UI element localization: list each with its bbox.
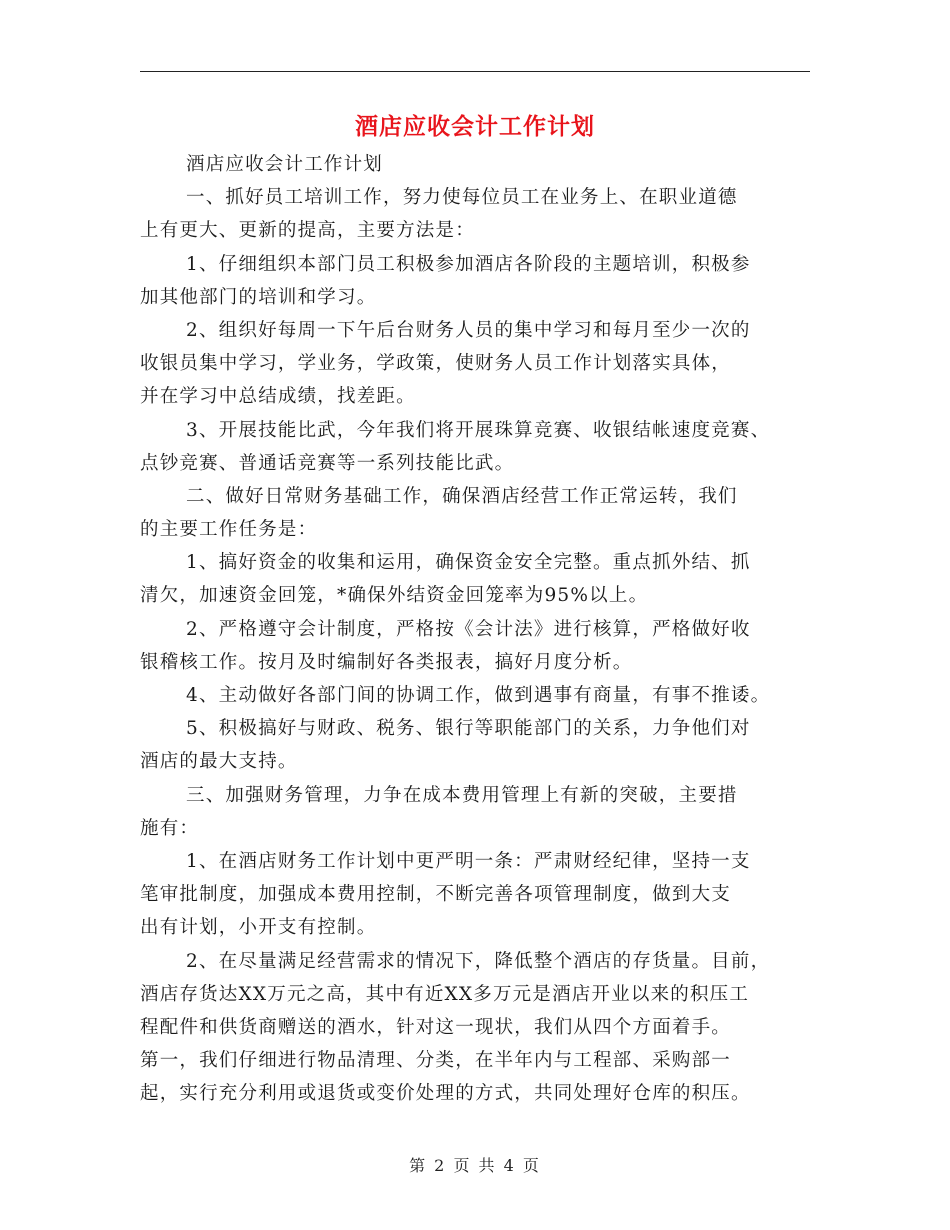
text-line: 1、搞好资金的收集和运用，确保资金安全完整。重点抓外结、抓 [186,552,751,574]
text-line: 三、加强财务管理，力争在成本费用管理上有新的突破，主要措 [186,784,738,806]
text-line: 酒店存货达XX万元之高，其中有近XX多万元是酒店开业以来的积压工 [140,983,750,1005]
text-line: 酒店的最大支持。 [140,751,298,773]
text-line: 笔审批制度，加强成本费用控制，不断完善各项管理制度，做到大支 [140,884,732,906]
text-line: 2、严格遵守会计制度，严格按《会计法》进行核算，严格做好收 [186,618,751,640]
text-line: 清欠，加速资金回笼，*确保外结资金回笼率为95%以上。 [140,585,649,607]
text-line: 2、组织好每周一下午后台财务人员的集中学习和每月至少一次的 [186,319,751,341]
text-line: 酒店应收会计工作计划 [186,154,384,175]
text-line: 银稽核工作。按月及时编制好各类报表，搞好月度分析。 [140,651,633,673]
text-line: 出有计划，小开支有控制。 [140,917,377,939]
text-line: 二、做好日常财务基础工作，确保酒店经营工作正常运转，我们 [186,485,738,507]
text-line: 起，实行充分利用或退货或变价处理的方式，共同处理好仓库的积压。 [140,1083,751,1105]
text-line: 一、抓好员工培训工作，努力使每位员工在业务上、在职业道德 [186,187,738,209]
text-line: 上有更大、更新的提高，主要方法是： [140,220,475,242]
text-line: 5、积极搞好与财政、税务、银行等职能部门的关系，力争他们对 [186,718,751,740]
text-line: 收银员集中学习，学业务，学政策，使财务人员工作计划落实具体， [140,353,732,375]
text-line: 3、开展技能比武，今年我们将开展珠算竞赛、收银结帐速度竞赛、 [186,419,771,441]
document-body [140,148,820,1110]
text-line: 1、在酒店财务工作计划中更严明一条：严肃财经纪律，坚持一支 [186,850,751,872]
text-line: 点钞竞赛、普通话竞赛等一系列技能比武。 [140,452,515,474]
text-line: 1、仔细组织本部门员工积极参加酒店各阶段的主题培训，积极参 [186,253,751,275]
text-line: 并在学习中总结成绩，找差距。 [140,386,416,408]
document-title: 酒店应收会计工作计划 [355,113,595,140]
text-line: 施有： [140,817,200,839]
text-line: 的主要工作任务是： [140,519,318,541]
text-line: 程配件和供货商赠送的酒水，针对这一现状，我们从四个方面着手。 [140,1016,732,1038]
page-number: 第 2 页 共 4 页 [409,1156,541,1175]
text-line: 2、在尽量满足经营需求的情况下，降低整个酒店的存货量。目前， [186,950,771,972]
text-line: 4、主动做好各部门间的协调工作，做到遇事有商量，有事不推诿。 [186,685,771,706]
text-line: 第一，我们仔细进行物品清理、分类，在半年内与工程部、采购部一 [140,1050,732,1072]
text-line: 加其他部门的培训和学习。 [140,286,377,308]
header-rule [140,71,810,72]
